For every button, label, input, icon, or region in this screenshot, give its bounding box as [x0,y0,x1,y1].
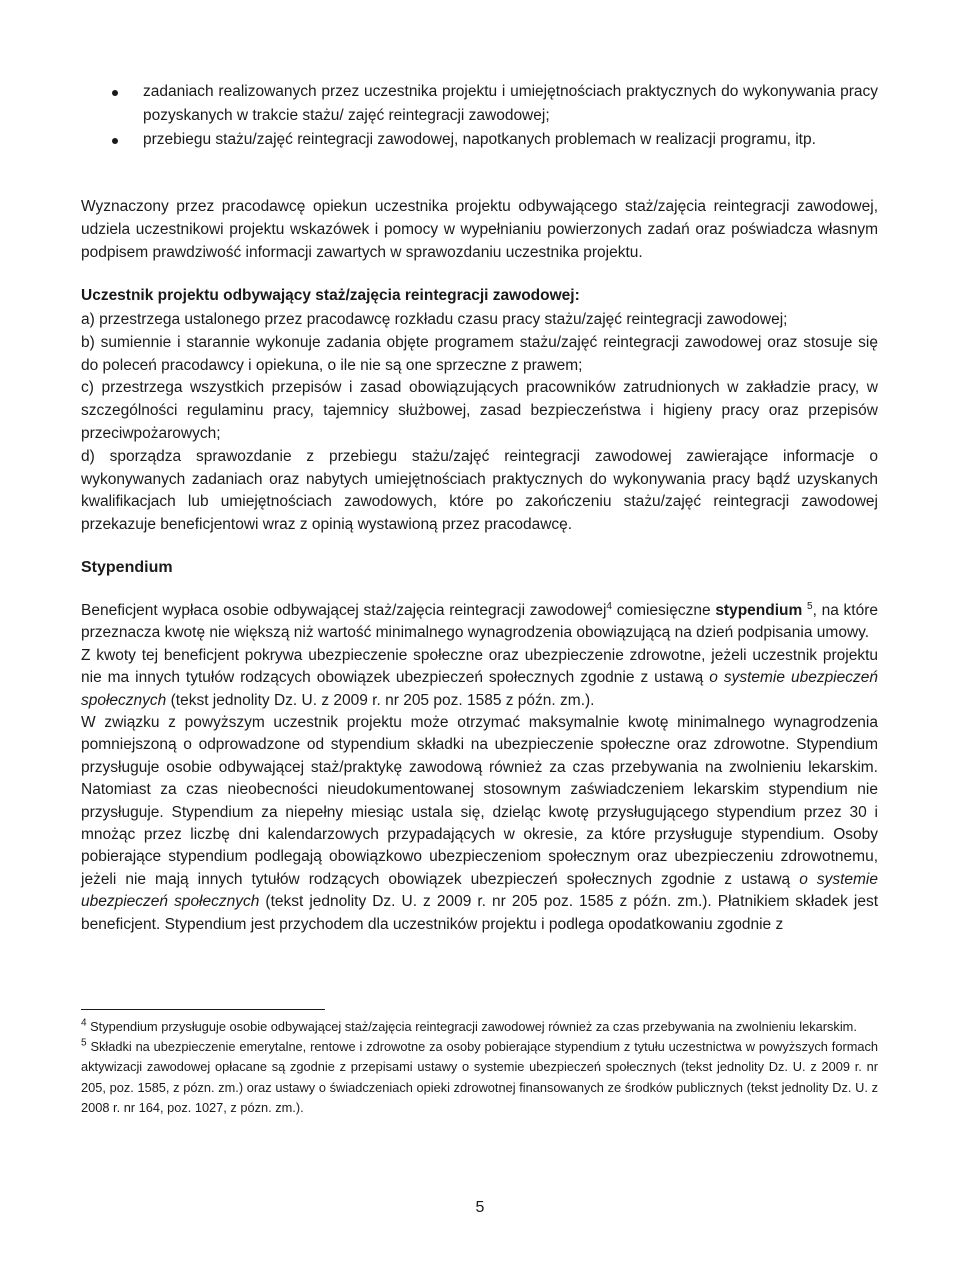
uczestnik-item-b: b) sumiennie i starannie wykonuje zadania objęte programem stażu/zajęć reintegracji zawodowej oraz stosuje się do poleceń pracodawcy i opiekuna, o ile nie są one sprzeczne z prawem; [81,333,878,374]
uczestnik-item-c: c) przestrzega wszystkich przepisów i zasad obowiązujących pracowników zatrudnionych w zakładzie pracy, w szczególności regulaminu pracy, tajemnicy służbowej, zasad bezpieczeństwa i higieny pracy oraz przepisów przeciwpożarowych; [81,379,878,442]
stypendium-paragraph-2: Z kwoty tej beneficjent pokrywa ubezpieczenie społeczne oraz ubezpieczenie zdrowotne, jeżeli uczestnik projektu nie ma innych tytułów rodzących obowiązek ubezpieczeń społecznych zgodnie z ustawą o systemie ubezpieczeń społecznych (tekst jednolity Dz. U. z 2009 r. nr 205 poz. 1585 z późn. zm.). [81,646,878,709]
section-title-stypendium: Stypendium [81,559,173,576]
stypendium-paragraph-1: Beneficjent wypłaca osobie odbywającej staż/zajęcia reintegracji zawodowej$^4$ comiesięczne stypendium $^5$, na które przeznacza kwotę nie większą niż wartość minimalnego wynagrodzenia obowiązującą na dzień podpisania umowy. [81,600,879,642]
footnote-5: $^5$ Składki na ubezpieczenie emerytalne, rentowe i zdrowotne za osoby pobierające stypendium z tytułu uczestnictwa w powyższych formach aktywizacji zawodowej opłacane są zgodnie z przepisami ustawy o systemie ubezpieczeń społecznych (tekst jednolity Dz. U. z 2009 r. nr 205, poz. 1585, z pózn. zm.) oraz ustawy o świadczeniach opieki zdrowotnej finansowanych ze środków publicznych (tekst jednolity Dz. U. z 2008 r. nr 164, poz. 1027, z pózn. zm.). [81,1037,878,1115]
footnote-separator [81,1009,325,1010]
bullet-item: przebiegu stażu/zajęć reintegracji zawodowej, napotkanych problemach w realizacji programu, itp. [110,128,878,152]
footnotes [81,1017,878,1118]
footnote-4: $^4$ Stypendium przysługuje osobie odbywającej staż/zajęcia reintegracji zawodowej również za czas przebywania na zwolnieniu lekarskim. [81,1017,857,1034]
paragraph-opiekun: Wyznaczony przez pracodawcę opiekun uczestnika projektu odbywającego staż/zajęcia reintegracji zawodowej, udziela uczestnikowi projektu wskazówek i pomocy w wypełnianiu powierzonych zadań oraz poświadcza własnym podpisem prawdziwość informacji zawartych w sprawozdaniu uczestnika projektu. [81,198,878,261]
bullet-item: zadaniach realizowanych przez uczestnika projektu i umiejętnościach praktycznych do wykonywania pracy pozyskanych w trakcie stażu/ zajęć reintegracji zawodowej; [110,80,878,128]
uczestnik-list [81,309,878,537]
bullet-list [110,80,878,152]
bullet-dot-icon [112,138,118,144]
uczestnik-heading: Uczestnik projektu odbywający staż/zajęcia reintegracji zawodowej: [81,287,580,304]
bullet-dot-icon [112,90,118,96]
stypendium-body [81,600,878,936]
uczestnik-item-d: d) sporządza sprawozdanie z przebiegu stażu/zajęć reintegracji zawodowej zawierające informacje o wykonywanych zadaniach oraz nabytych umiejętnościach praktycznych do wykonywania pracy bądź uzyskanych kwalifikacjach lub umiejętnościach zawodowych, które po zakończeniu stażu/zajęć reintegracji zawodowej przekazuje beneficjentowi wraz z opinią wystawioną przez pracodawcę. [81,447,878,534]
footnote-ref-5[interactable]: 5 [807,600,813,612]
stypendium-paragraph-3: W związku z powyższym uczestnik projektu może otrzymać maksymalnie kwotę minimalnego wynagrodzenia pomniejszoną o odprowadzone od stypendium składki na ubezpieczenie społeczne oraz zdrowotne. Stypendium przysługuje osobie odbywającej staż/praktykę zawodową również za czas przebywania na zwolnieniu lekarskim. Natomiast za czas nieobecności nieudokumentowanej stosownym zaświadczeniem lekarskim stypendium nie przysługuje. Stypendium za niepełny miesiąc ustala się, dzieląc kwotę przysługującego stypendium przez 30 i mnożąc przez liczbę dni kalendarzowych przypadających w okresie, za które przysługuje stypendium. Osoby pobierające stypendium podlegają obowiązkowo ubezpieczeniom społecznym oraz ubezpieczeniu zdrowotnemu, jeżeli nie mają innych tytułów rodzących obowiązek ubezpieczeń społecznych zgodnie z ustawą o systemie ubezpieczeń społecznych (tekst jednolity Dz. U. z 2009 r. nr 205 poz. 1585 z późn. zm.). Płatnikiem składek jest beneficjent. Stypendium jest przychodem dla uczestników projektu i podlega opodatkowaniu zgodnie z [81,714,879,933]
page-number: 5 [475,1199,485,1216]
footnote-ref-4[interactable]: 4 [606,600,612,612]
uczestnik-item-a: a) przestrzega ustalonego przez pracodawcę rozkładu czasu pracy stażu/zajęć reintegracji zawodowej; [81,311,788,328]
